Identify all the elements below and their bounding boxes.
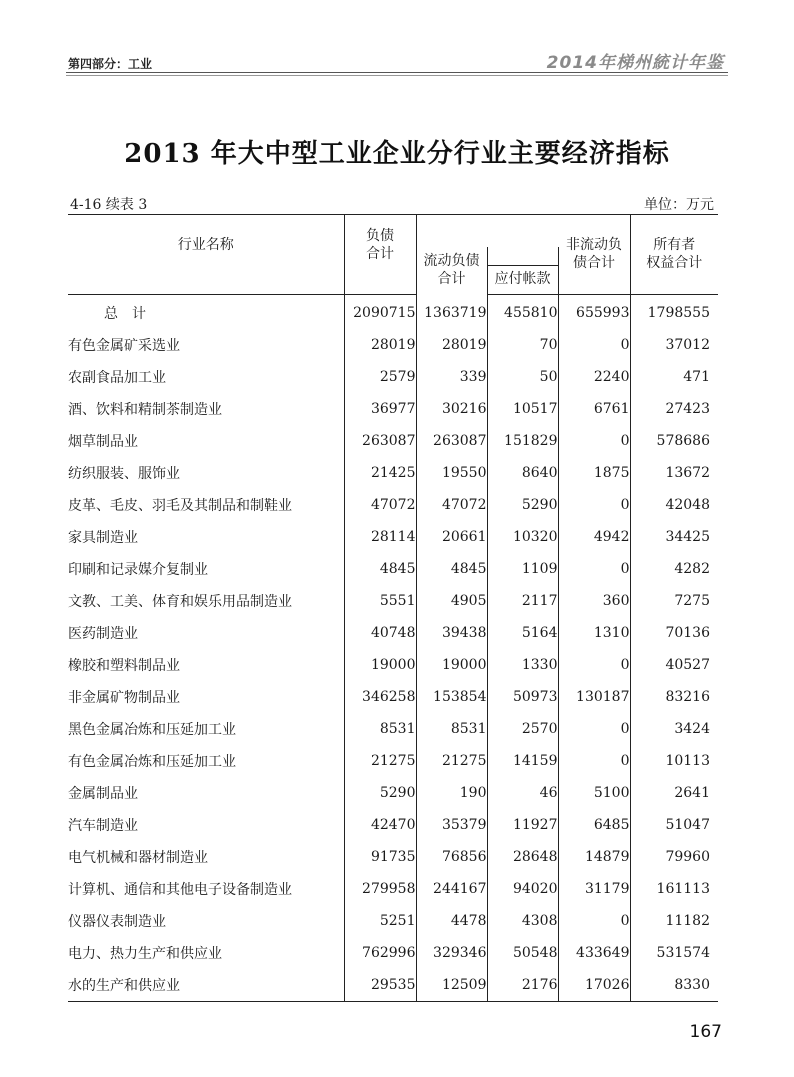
industry-name: 黑色金属冶炼和压延加工业 (68, 713, 344, 745)
col-header-owners-equity: 所有者 权益合计 (630, 215, 718, 295)
cell-equity: 13672 (665, 465, 710, 481)
industry-name: 汽车制造业 (68, 809, 344, 841)
table-row-total (68, 295, 718, 330)
cell-total: 36977 (344, 393, 416, 425)
table-row (68, 809, 718, 841)
cell-noncurrent: 0 (558, 553, 630, 585)
cell-total: 346258 (344, 681, 416, 713)
table-row (68, 553, 718, 585)
industry-name: 农副食品加工业 (68, 361, 344, 393)
table-row (68, 585, 718, 617)
table-row (68, 617, 718, 649)
cell-current: 19000 (416, 649, 487, 681)
cell-current: 19550 (416, 457, 487, 489)
cell-total: 4845 (344, 553, 416, 585)
col-header-subgroup-spacer (487, 247, 558, 266)
cell-current: 20661 (416, 521, 487, 553)
header-divider-secondary (66, 75, 728, 76)
cell-current: 329346 (416, 937, 487, 969)
cell-current: 4905 (416, 585, 487, 617)
cell-payable: 4308 (487, 905, 558, 937)
cell-current: 35379 (416, 809, 487, 841)
cell-payable: 151829 (487, 425, 558, 457)
cell-equity: 40527 (665, 657, 710, 673)
cell-total: 91735 (344, 841, 416, 873)
industry-name: 电力、热力生产和供应业 (68, 937, 344, 969)
industry-name: 文教、工美、体育和娱乐用品制造业 (68, 585, 344, 617)
cell-equity: 3424 (674, 721, 710, 737)
cell-current: 8531 (416, 713, 487, 745)
cell-equity: 34425 (665, 529, 710, 545)
industry-name: 皮革、毛皮、羽毛及其制品和制鞋业 (68, 489, 344, 521)
industry-name: 总 计 (68, 295, 344, 330)
cell-payable: 28648 (487, 841, 558, 873)
table-row (68, 905, 718, 937)
industry-name: 非金属矿物制品业 (68, 681, 344, 713)
cell-equity: 42048 (665, 497, 710, 513)
cell-noncurrent: 0 (558, 329, 630, 361)
cell-payable: 14159 (487, 745, 558, 777)
cell-equity: 471 (683, 369, 710, 385)
table-body (68, 295, 718, 1002)
cell-total: 21425 (344, 457, 416, 489)
cell-noncurrent: 17026 (558, 969, 630, 1002)
cell-total: 279958 (344, 873, 416, 905)
cell-payable: 1330 (487, 649, 558, 681)
cell-payable: 1109 (487, 553, 558, 585)
col-header-total-liabilities: 负债 合计 (344, 215, 416, 295)
cell-noncurrent: 4942 (558, 521, 630, 553)
col-header-noncurrent-liabilities: 非流动负 债合计 (558, 215, 630, 295)
table-row (68, 841, 718, 873)
cell-noncurrent: 1310 (558, 617, 630, 649)
cell-equity: 27423 (665, 401, 710, 417)
cell-noncurrent: 0 (558, 713, 630, 745)
industry-name: 计算机、通信和其他电子设备制造业 (68, 873, 344, 905)
table-row (68, 521, 718, 553)
cell-noncurrent: 6485 (558, 809, 630, 841)
industry-name: 家具制造业 (68, 521, 344, 553)
cell-payable: 8640 (487, 457, 558, 489)
yearbook-title: 2014年梯州統计年鉴 (546, 53, 724, 73)
cell-total: 2090715 (344, 295, 416, 330)
cell-payable: 455810 (487, 295, 558, 330)
table-row (68, 745, 718, 777)
table-row (68, 393, 718, 425)
cell-payable: 10320 (487, 521, 558, 553)
table-row (68, 969, 718, 1002)
cell-current: 1363719 (416, 295, 487, 330)
table-row (68, 457, 718, 489)
page-title: 2013 年大中型工业企业分行业主要经济指标 (124, 139, 670, 169)
col-header-industry: 行业名称 (68, 215, 344, 295)
cell-total: 47072 (344, 489, 416, 521)
table-row (68, 713, 718, 745)
cell-noncurrent: 0 (558, 649, 630, 681)
cell-equity: 2641 (674, 785, 710, 801)
table-row (68, 681, 718, 713)
industry-name: 水的生产和供应业 (68, 969, 344, 1002)
cell-payable: 5290 (487, 489, 558, 521)
cell-current: 28019 (416, 329, 487, 361)
cell-noncurrent: 0 (558, 489, 630, 521)
cell-equity: 79960 (665, 849, 710, 865)
industry-name: 有色金属矿采选业 (68, 329, 344, 361)
cell-current: 30216 (416, 393, 487, 425)
cell-current: 190 (416, 777, 487, 809)
unit-label: 单位：万元 (644, 197, 714, 213)
cell-equity: 4282 (674, 561, 710, 577)
table-row (68, 873, 718, 905)
cell-current: 4478 (416, 905, 487, 937)
cell-total: 29535 (344, 969, 416, 1002)
cell-current: 76856 (416, 841, 487, 873)
cell-payable: 2570 (487, 713, 558, 745)
cell-payable: 46 (487, 777, 558, 809)
industry-name: 有色金属冶炼和压延加工业 (68, 745, 344, 777)
cell-noncurrent: 5100 (558, 777, 630, 809)
industry-name: 酒、饮料和精制茶制造业 (68, 393, 344, 425)
table-id: 4-16 续表 3 (70, 197, 148, 213)
cell-payable: 70 (487, 329, 558, 361)
cell-total: 762996 (344, 937, 416, 969)
table-row (68, 329, 718, 361)
cell-equity: 37012 (665, 337, 710, 353)
cell-noncurrent: 2240 (558, 361, 630, 393)
cell-total: 8531 (344, 713, 416, 745)
table-row (68, 489, 718, 521)
cell-payable: 10517 (487, 393, 558, 425)
industry-name: 仪器仪表制造业 (68, 905, 344, 937)
table-row (68, 937, 718, 969)
cell-total: 19000 (344, 649, 416, 681)
cell-equity: 83216 (665, 689, 710, 705)
cell-equity: 8330 (630, 969, 718, 1002)
cell-noncurrent: 6761 (558, 393, 630, 425)
cell-noncurrent: 1875 (558, 457, 630, 489)
cell-total: 5290 (344, 777, 416, 809)
cell-current: 47072 (416, 489, 487, 521)
cell-noncurrent: 360 (558, 585, 630, 617)
industry-name: 烟草制品业 (68, 425, 344, 457)
indicator-table (68, 214, 718, 1002)
table-row (68, 777, 718, 809)
industry-name: 橡胶和塑料制品业 (68, 649, 344, 681)
cell-noncurrent: 0 (558, 745, 630, 777)
page-number: 167 (689, 1022, 722, 1042)
cell-total: 28019 (344, 329, 416, 361)
cell-total: 2579 (344, 361, 416, 393)
cell-equity: 1798555 (647, 305, 710, 321)
cell-current: 21275 (416, 745, 487, 777)
cell-equity: 51047 (665, 817, 710, 833)
cell-equity: 10113 (665, 753, 710, 769)
industry-name: 医药制造业 (68, 617, 344, 649)
cell-payable: 50 (487, 361, 558, 393)
cell-noncurrent: 130187 (558, 681, 630, 713)
cell-current: 153854 (416, 681, 487, 713)
industry-name: 金属制品业 (68, 777, 344, 809)
cell-total: 5251 (344, 905, 416, 937)
cell-noncurrent: 31179 (558, 873, 630, 905)
cell-equity: 11182 (665, 913, 710, 929)
table-row (68, 361, 718, 393)
table-row (68, 425, 718, 457)
cell-total: 5551 (344, 585, 416, 617)
cell-payable: 5164 (487, 617, 558, 649)
table-row (68, 649, 718, 681)
cell-noncurrent: 14879 (558, 841, 630, 873)
cell-payable: 11927 (487, 809, 558, 841)
section-label: 第四部分：工业 (68, 57, 153, 71)
industry-name: 印刷和记录媒介复制业 (68, 553, 344, 585)
cell-current: 4845 (416, 553, 487, 585)
cell-current: 339 (416, 361, 487, 393)
header-divider (66, 72, 728, 73)
col-header-group-spacer (416, 215, 558, 248)
cell-noncurrent: 0 (558, 425, 630, 457)
cell-current: 244167 (416, 873, 487, 905)
cell-noncurrent: 655993 (558, 295, 630, 330)
industry-name: 纺织服装、服饰业 (68, 457, 344, 489)
col-header-accounts-payable: 应付帐款 (487, 266, 558, 295)
cell-noncurrent: 0 (558, 905, 630, 937)
cell-equity: 531574 (656, 945, 710, 961)
cell-equity: 161113 (656, 881, 710, 897)
cell-total: 263087 (344, 425, 416, 457)
cell-payable: 2117 (487, 585, 558, 617)
cell-total: 42470 (344, 809, 416, 841)
industry-name: 电气机械和器材制造业 (68, 841, 344, 873)
cell-current: 12509 (416, 969, 487, 1002)
cell-equity: 70136 (665, 625, 710, 641)
cell-total: 40748 (344, 617, 416, 649)
cell-equity: 578686 (656, 433, 710, 449)
cell-noncurrent: 433649 (558, 937, 630, 969)
cell-total: 28114 (344, 521, 416, 553)
cell-total: 21275 (344, 745, 416, 777)
col-header-current-liabilities: 流动负债 合计 (416, 247, 487, 295)
cell-payable: 50973 (487, 681, 558, 713)
cell-current: 39438 (416, 617, 487, 649)
cell-payable: 94020 (487, 873, 558, 905)
table-header (68, 215, 718, 295)
cell-payable: 50548 (487, 937, 558, 969)
cell-current: 263087 (416, 425, 487, 457)
cell-payable: 2176 (487, 969, 558, 1002)
cell-equity: 7275 (674, 593, 710, 609)
